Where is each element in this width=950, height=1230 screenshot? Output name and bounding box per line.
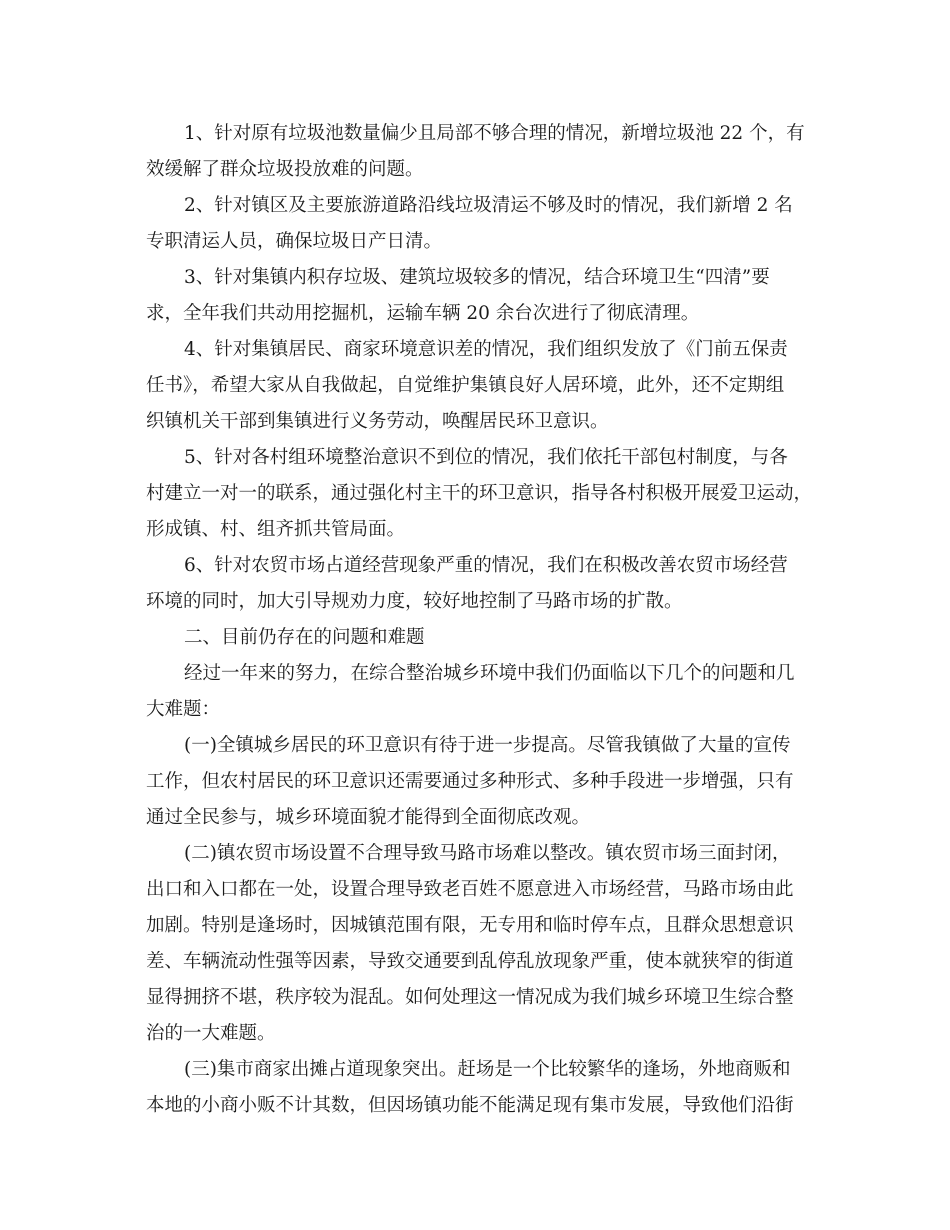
text-line: 2、针对镇区及主要旅游道路沿线垃圾清运不够及时的情况，我们新增 2 名 [184, 195, 793, 216]
section-heading: 二、目前仍存在的问题和难题 [184, 627, 425, 648]
text-line: (二)镇农贸市场设置不合理导致马路市场难以整改。镇农贸市场三面封闭， [184, 843, 791, 864]
text-line: 织镇机关干部到集镇进行义务劳动，唤醒居民环卫意识。 [146, 411, 609, 432]
text-line: 环境的同时，加大引导规劝力度，较好地控制了马路市场的扩散。 [146, 591, 683, 612]
text-line: 治的一大难题。 [146, 1023, 276, 1044]
text-line: 差、车辆流动性强等因素，导致交通要到乱停乱放现象严重，使本就狭窄的街道 [146, 951, 794, 972]
text-line: 通过全民参与，城乡环境面貌才能得到全面彻底改观。 [146, 807, 591, 828]
text-line: 村建立一对一的联系，通过强化村主干的环卫意识，指导各村积极开展爱卫运动， [146, 483, 813, 504]
text-line: 出口和入口都在一处，设置合理导致老百姓不愿意进入市场经营，马路市场由此 [146, 879, 794, 900]
text-line: 5、针对各村组环境整治意识不到位的情况，我们依托干部包村制度，与各 [184, 447, 788, 468]
text-line: 4、针对集镇居民、商家环境意识差的情况，我们组织发放了《门前五保责 [184, 339, 788, 360]
text-line: 加剧。特别是逢场时，因城镇范围有限，无专用和临时停车点，且群众思想意识 [146, 915, 794, 936]
text-line: 本地的小商小贩不计其数，但因场镇功能不能满足现有集市发展，导致他们沿街 [146, 1095, 794, 1116]
text-line: 效缓解了群众垃圾投放难的问题。 [146, 159, 424, 180]
text-line: 显得拥挤不堪，秩序较为混乱。如何处理这一情况成为我们城乡环境卫生综合整 [146, 987, 794, 1008]
text-line: 工作，但农村居民的环卫意识还需要通过多种形式、多种手段进一步增强，只有 [146, 771, 794, 792]
text-line: (三)集市商家出摊占道现象突出。赶场是一个比较繁华的逢场，外地商贩和 [184, 1059, 791, 1080]
text-line: 形成镇、村、组齐抓共管局面。 [146, 519, 406, 540]
text-line: 任书》，希望大家从自我做起，自觉维护集镇良好人居环境，此外，还不定期组 [146, 375, 785, 396]
text-line: (一)全镇城乡居民的环卫意识有待于进一步提高。尽管我镇做了大量的宣传 [184, 735, 791, 756]
text-line: 求，全年我们共动用挖掘机，运输车辆 20 余台次进行了彻底清理。 [146, 303, 700, 324]
text-line: 专职清运人员，确保垃圾日产日清。 [146, 231, 443, 252]
text-line: 大难题： [146, 699, 221, 720]
text-line: 6、针对农贸市场占道经营现象严重的情况，我们在积极改善农贸市场经营 [184, 555, 788, 576]
text-line: 经过一年来的努力，在综合整治城乡环境中我们仍面临以下几个的问题和几 [184, 663, 795, 684]
text-line: 3、针对集镇内积存垃圾、建筑垃圾较多的情况，结合环境卫生“四清”要 [184, 267, 770, 288]
text-line: 1、针对原有垃圾池数量偏少且局部不够合理的情况，新增垃圾池 22 个，有 [184, 123, 805, 144]
